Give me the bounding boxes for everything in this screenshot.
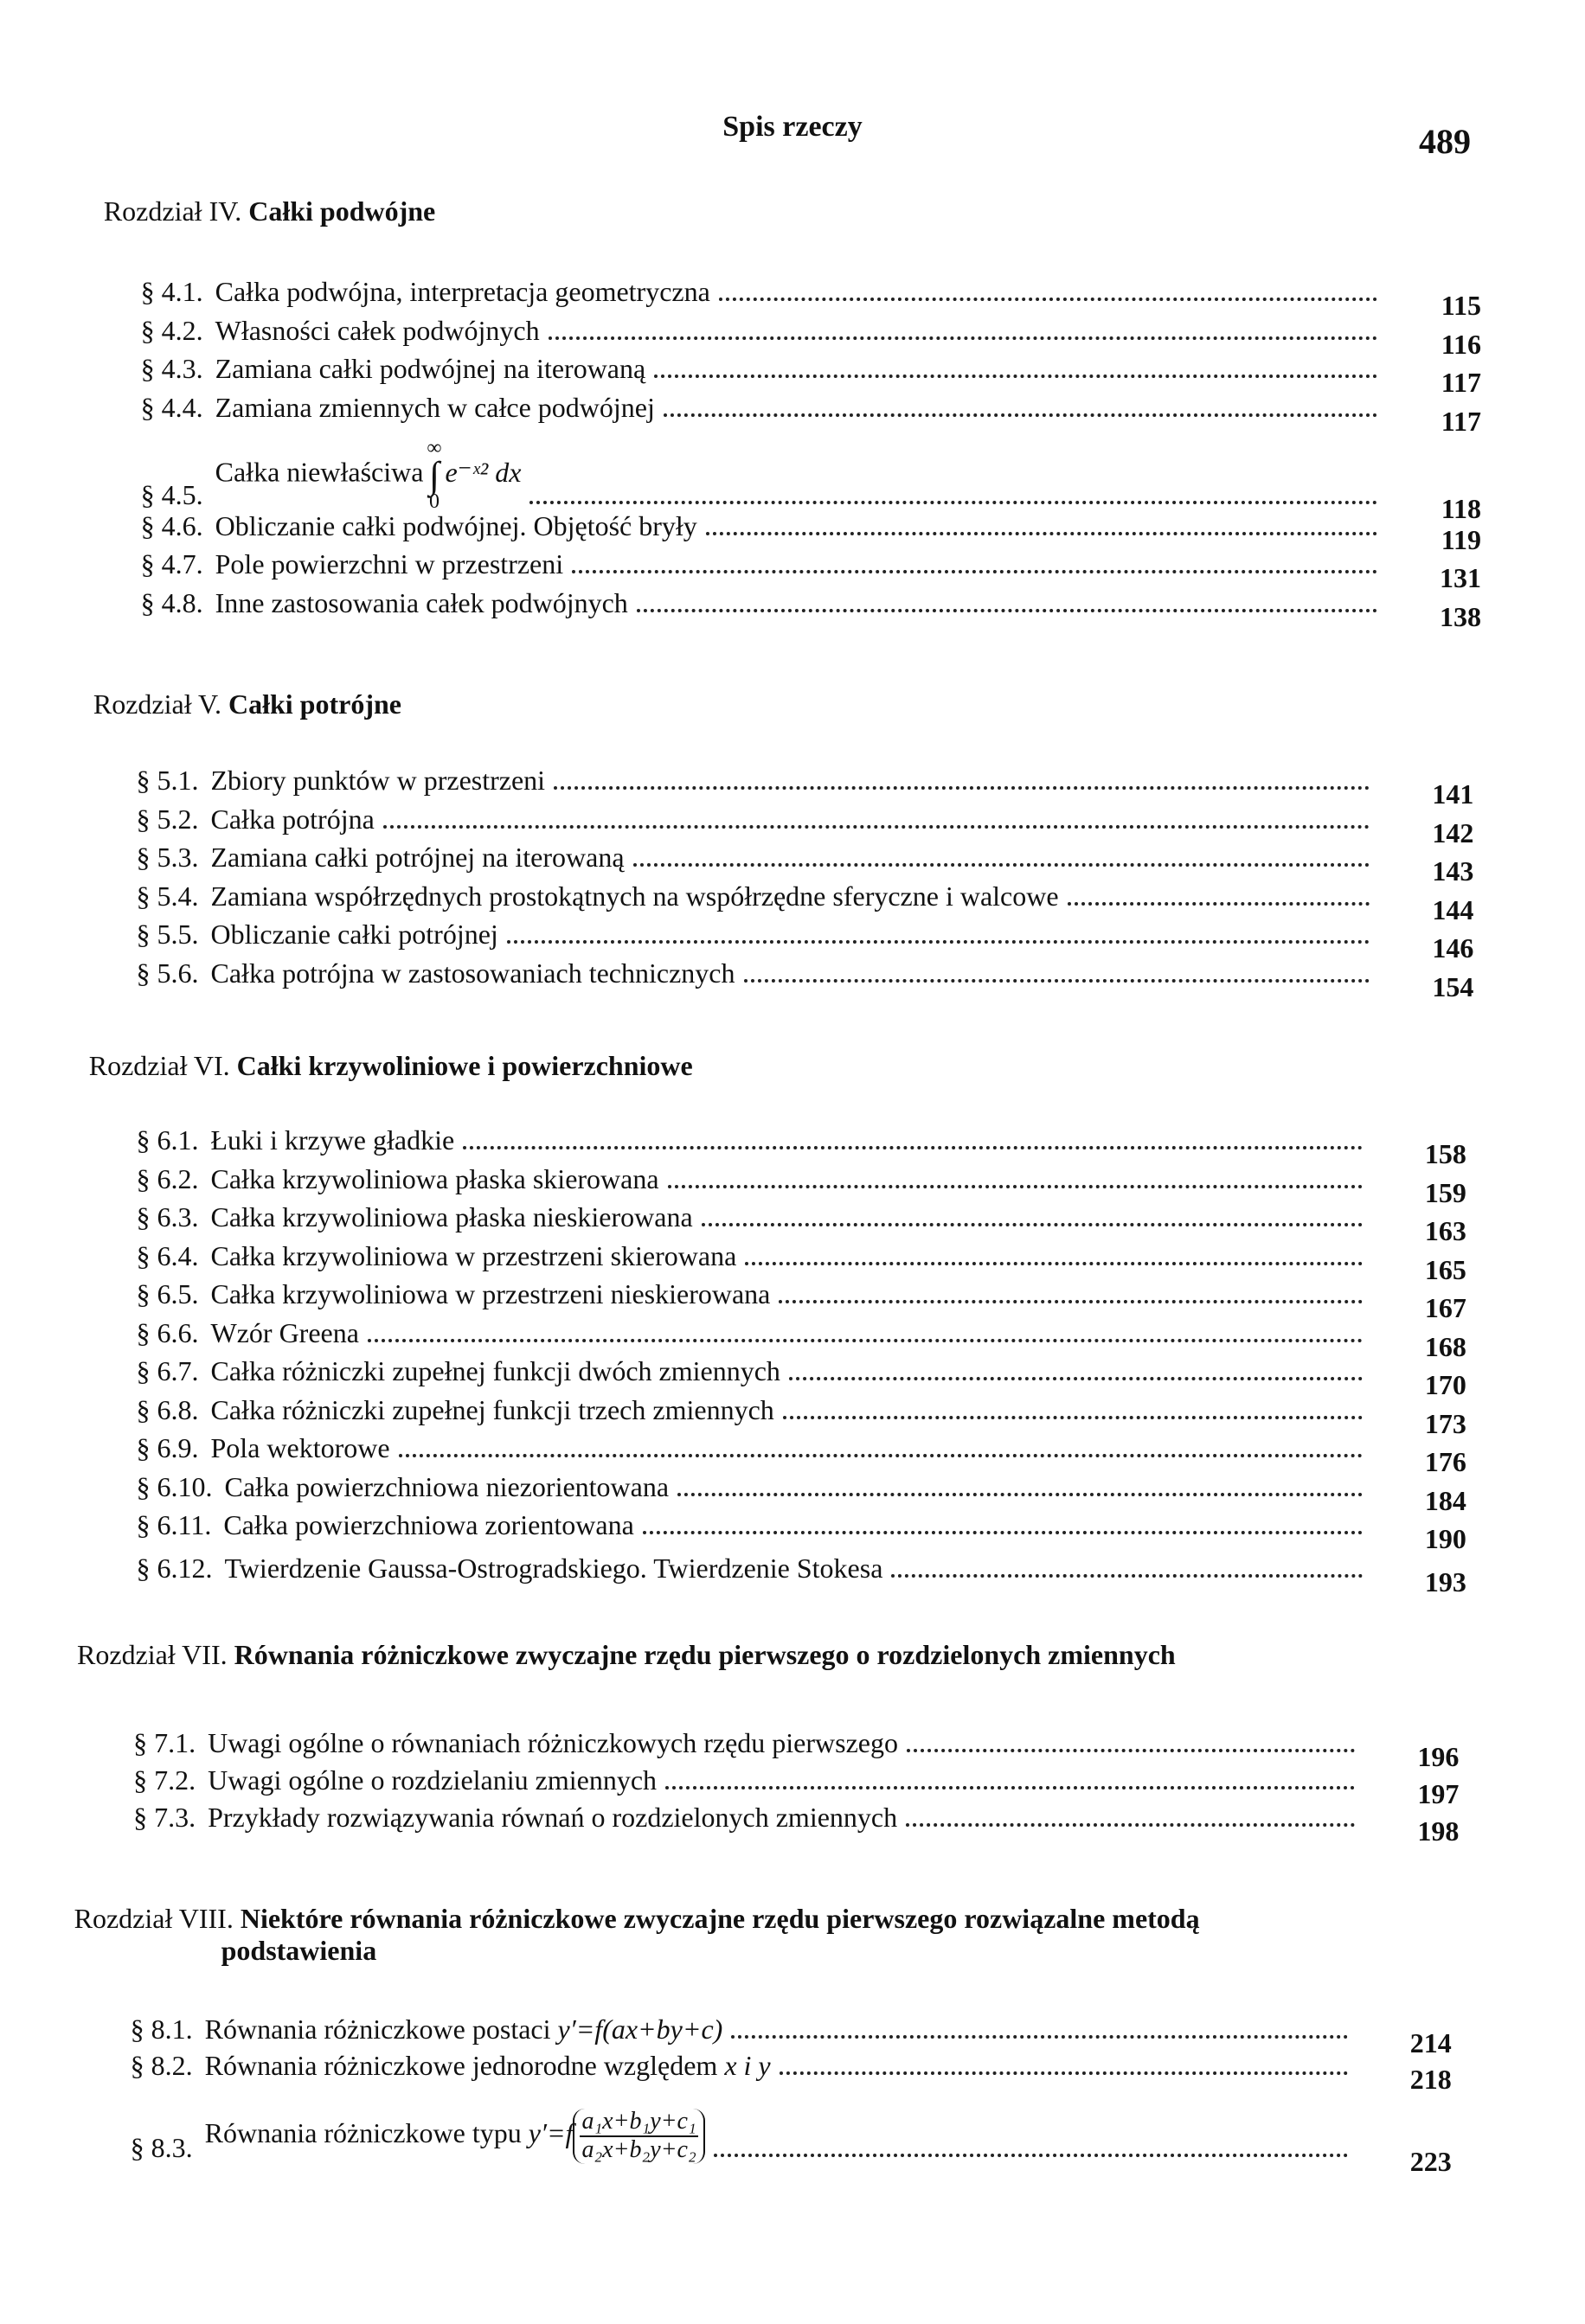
entry-title [211,1394,774,1426]
entry-page-number[interactable]: 198 [1417,1815,1460,1847]
toc-entry[interactable] [136,1388,1466,1439]
section-number: § 6.4. [136,1239,199,1271]
fraction-formula [573,2109,704,2164]
chapter-title: Całki potrójne [228,688,401,720]
dot-leader [665,1786,1355,1789]
chapter-title: Niektóre równania różniczkowe zwyczajne rzędu pierwszego rozwiązalne metodą [240,1903,1200,1935]
entry-page-number[interactable]: 197 [1417,1777,1460,1809]
section-number: § 4.4. [140,391,203,423]
entry-title-text: Łuki i krzywe gładkie [210,1124,455,1156]
entry-title [205,2109,705,2164]
toc-entry[interactable] [133,1758,1460,1809]
entry-title-text: Równania różniczkowe postaci [204,2013,551,2045]
entry-page-number[interactable]: 118 [1441,493,1481,525]
section-number: § 6.8. [136,1393,199,1425]
entry-page-number[interactable]: 143 [1432,855,1474,887]
entry-title-text: Przykłady rozwiązywania równań o rozdzielonych zmiennych [208,1801,898,1833]
section-number: § 6.2. [136,1162,199,1194]
entry-title [215,392,655,424]
entry-title-text: Całka powierzchniowa niezorientowana [224,1470,670,1502]
integral-sign [427,439,441,511]
toc-entry[interactable] [136,1272,1466,1324]
chapter-heading [93,688,401,720]
entry-page-number[interactable]: 214 [1409,2026,1452,2058]
section-number: § 6.6. [136,1316,199,1348]
entry-title-text: Całka powierzchniowa zorientowana [223,1509,634,1541]
inline-formula: x i y [717,2050,771,2082]
section-number: § 6.12. [136,1553,213,1585]
toc-entry[interactable] [140,347,1481,399]
dot-leader [654,375,1377,378]
entry-page-number[interactable]: 117 [1441,405,1481,437]
dot-leader [780,2071,1348,2075]
dot-leader [779,1300,1363,1303]
entry-page-number[interactable]: 223 [1409,2145,1452,2177]
entry-page-number[interactable]: 138 [1439,600,1481,632]
entry-title-text: Własności całek podwójnych [215,314,540,346]
entry-page-number[interactable]: 193 [1424,1566,1466,1598]
entry-title-text: Twierdzenie Gaussa-Ostrogradskiego. Twierdzenie Stokesa [224,1553,883,1585]
entry-page-number[interactable]: 168 [1424,1330,1466,1362]
fraction-numerator: a₁x+b₁y+c₁ [580,2109,697,2137]
entry-title [211,842,625,874]
entry-page-number[interactable]: 115 [1441,290,1481,322]
dot-leader [399,1454,1363,1457]
entry-title [215,276,710,308]
entry-title-text: Zamiana całki podwójnej na iterowaną [215,353,646,385]
entry-page-number[interactable]: 184 [1424,1484,1466,1516]
entry-title-text: Zamiana współrzędnych prostokątnych na współrzędne sferyczne i walcowe [210,880,1059,912]
section-number: § 4.3. [140,353,203,385]
section-number: § 5.2. [136,803,199,835]
section-number: § 4.6. [140,509,203,541]
dot-leader [731,2035,1347,2039]
entry-title [208,1727,898,1759]
toc-entry[interactable] [136,1195,1466,1247]
entry-title-text: Całka potrójna [210,803,375,835]
dot-leader [637,609,1377,612]
chapter-title: Równania różniczkowe zwyczajne rzędu pierwszego o rozdzielonych zmiennych [234,1639,1176,1671]
formula-prefix: y′=f [521,2117,574,2149]
entry-title-text: Całka różniczki zupełnej funkcji dwóch zmiennych [210,1355,780,1387]
entry-page-number[interactable]: 146 [1432,932,1474,964]
dot-leader [714,2154,1348,2157]
dot-leader [891,1574,1362,1578]
entry-title [215,587,628,619]
entry-title-text: Obliczanie całki podwójnej. Objętość bryły [215,509,697,541]
entry-page-number[interactable]: 142 [1432,816,1474,848]
toc-entry[interactable] [136,759,1474,810]
entry-title-text: Całka potrójna w zastosowaniach technicznych [210,957,735,989]
toc-entry[interactable] [136,1546,1466,1598]
toc-entry[interactable] [136,797,1474,848]
dot-leader [789,1377,1363,1380]
dot-leader [907,1749,1355,1752]
section-number: § 6.7. [136,1355,199,1387]
dot-leader [554,786,1370,790]
chapter-heading [89,1050,693,1082]
toc-entry[interactable] [130,2103,1452,2177]
entry-title [223,1509,633,1541]
entry-title-text: Zamiana zmiennych w całce podwójnej [215,391,655,423]
section-number: § 6.5. [136,1278,199,1310]
section-number: § 5.6. [136,957,199,989]
entry-title-text: Uwagi ogólne o rozdzielaniu zmiennych [208,1764,658,1796]
entry-title [211,1278,771,1310]
dot-leader [719,298,1377,301]
dot-leader [1068,902,1370,906]
section-number: § 8.3. [130,2131,193,2163]
dot-leader [643,1531,1363,1534]
dot-leader [677,1493,1363,1496]
entry-title [215,315,540,347]
toc-entry[interactable] [140,309,1481,360]
integral-upper-limit: ∞ [427,437,442,460]
entry-title [205,2013,723,2046]
entry-title-text: Pole powierzchni w przestrzeni [215,548,564,580]
section-number: § 4.5. [140,479,203,511]
entry-page-number[interactable]: 218 [1409,2064,1452,2096]
entry-page-number[interactable]: 167 [1424,1292,1466,1324]
toc-entry[interactable] [136,1465,1466,1516]
entry-page-number[interactable]: 159 [1424,1176,1466,1208]
entry-title-text: Całka krzywoliniowa w przestrzeni skierowana [210,1239,737,1271]
dot-leader [706,532,1377,535]
section-number: § 4.1. [140,276,203,308]
toc-entry[interactable] [136,1311,1466,1362]
entry-title [211,1201,693,1233]
section-number: § 4.2. [140,314,203,346]
entry-page-number[interactable]: 119 [1441,523,1481,555]
entry-title [211,1317,359,1349]
entry-title-text: Całka podwójna, interpretacja geometryczna [215,276,710,308]
integral-body: e⁻ˣ² dx [445,457,522,489]
entry-title [211,1355,780,1387]
entry-title-text: Pola wektorowe [210,1432,390,1464]
dot-leader [368,1339,1363,1342]
integral-symbol: ∫ [428,454,440,497]
entry-title-text: Równania różniczkowe jednorodne względem [204,2050,718,2082]
toc-entry[interactable] [136,835,1474,887]
section-number: § 6.1. [136,1124,199,1156]
toc-entry[interactable] [136,1503,1466,1555]
dot-leader [572,570,1377,573]
entry-page-number[interactable]: 141 [1432,778,1474,810]
entry-title-text: Całka krzywoliniowa w przestrzeni nieskierowana [210,1278,771,1310]
entry-page-number[interactable]: 158 [1424,1138,1466,1170]
dot-leader [507,940,1370,944]
entry-page-number[interactable]: 144 [1432,893,1474,925]
toc-entry[interactable] [140,581,1481,632]
entry-page-number[interactable]: 131 [1439,562,1481,594]
integral-formula [423,437,522,513]
chapter-heading [77,1639,1176,1671]
entry-title [211,957,735,989]
entry-title-text: Wzór Greena [210,1316,359,1348]
toc-entry[interactable] [136,874,1474,925]
section-number: § 8.1. [130,2013,193,2045]
section-number: § 6.3. [136,1201,199,1233]
entry-title [211,919,498,951]
entry-title-text: Zamiana całki potrójnej na iterowaną [210,842,625,874]
entry-page-number[interactable]: 170 [1424,1369,1466,1401]
chapter-label: Rozdział V. [93,688,228,720]
toc-entry[interactable] [130,2044,1452,2096]
dot-leader [383,825,1370,829]
toc-entry[interactable] [140,270,1481,322]
section-number: § 8.2. [130,2050,193,2082]
entry-page-number[interactable]: 163 [1424,1215,1466,1247]
toc-entry[interactable] [140,386,1481,437]
chapter-heading [74,1903,1200,1967]
dot-leader [744,979,1370,983]
entry-title-text: Zbiory punktów w przestrzeni [210,765,546,797]
section-number: § 7.1. [133,1727,196,1759]
entry-title [215,548,564,580]
section-number: § 7.2. [133,1764,196,1796]
dot-leader [702,1223,1363,1226]
entry-page-number[interactable]: 117 [1441,367,1481,399]
section-number: § 5.5. [136,919,199,951]
entry-title-text: Obliczanie całki potrójnej [210,919,498,951]
section-number: § 7.3. [133,1801,196,1833]
entry-title-text: Całka różniczki zupełnej funkcji trzech zmiennych [210,1393,774,1425]
entry-title-text: Całka niewłaściwa [215,457,424,489]
fraction-denominator: a₂x+b₂y+c₂ [581,2136,696,2164]
inline-formula: y′=f(ax+by+c) [550,2013,723,2045]
section-number: § 5.3. [136,842,199,874]
chapter-title-continued: podstawienia [221,1935,377,1967]
dot-leader [463,1146,1363,1149]
entry-title [208,1764,657,1796]
chapter-label: Rozdział VII. [77,1639,234,1671]
section-number: § 5.1. [136,765,199,797]
chapter-heading [104,195,435,227]
entry-title [208,1802,897,1834]
toc-entry[interactable] [136,1234,1466,1285]
entry-page-number[interactable]: 176 [1424,1446,1466,1478]
section-number: § 6.11. [136,1509,212,1541]
dot-leader [745,1262,1363,1265]
toc-entry[interactable] [133,1796,1460,1847]
running-header-title: Spis rzeczy [722,111,863,143]
entry-page-number[interactable]: 190 [1424,1523,1466,1555]
entry-title [211,1124,455,1156]
entry-page-number[interactable]: 173 [1424,1407,1466,1439]
toc-entry[interactable] [136,951,1474,1002]
entry-title [215,510,697,542]
dot-leader [549,336,1377,340]
entry-title [215,439,522,511]
chapter-label: Rozdział VIII. [74,1903,241,1935]
integral-lower-limit: 0 [428,490,440,513]
entry-title-text: Całka krzywoliniowa płaska skierowana [210,1162,659,1194]
page-number: 489 [1419,122,1471,161]
dot-leader [664,413,1377,417]
chapter-label: Rozdział IV. [103,195,249,227]
entry-title-text: Równania różniczkowe typu [204,2117,522,2149]
chapter-label: Rozdział VI. [88,1050,237,1082]
entry-title [215,353,646,385]
entry-title-text: Uwagi ogólne o równaniach różniczkowych rzędu pierwszego [208,1727,898,1759]
entry-title [225,1553,883,1585]
toc-entry[interactable] [136,912,1474,964]
section-number: § 6.10. [136,1470,213,1502]
chapter-title: Całki podwójne [248,195,436,227]
toc-entry[interactable] [133,1721,1460,1773]
toc-entry[interactable] [136,1426,1466,1478]
entry-page-number[interactable]: 154 [1432,970,1474,1002]
entry-page-number[interactable]: 196 [1417,1741,1460,1773]
chapter-title: Całki krzywoliniowe i powierzchniowe [236,1050,693,1082]
dot-leader [783,1416,1363,1419]
entry-title [225,1471,670,1503]
toc-entry[interactable] [136,1157,1466,1208]
entry-title [205,2050,771,2082]
toc-entry[interactable] [140,504,1481,555]
entry-title [211,1432,390,1464]
dot-leader [668,1185,1363,1188]
entry-title-text: Inne zastosowania całek podwójnych [215,586,628,618]
entry-title [211,1240,737,1272]
toc-entry[interactable] [136,1118,1466,1170]
dot-leader [633,863,1370,867]
entry-title [211,803,375,835]
section-number: § 4.8. [140,586,203,618]
dot-leader [906,1823,1355,1827]
entry-title [211,880,1059,912]
entry-title [211,1163,659,1195]
entry-page-number[interactable]: 165 [1424,1253,1466,1285]
toc-entry[interactable] [130,2007,1452,2058]
entry-page-number[interactable]: 116 [1441,328,1481,360]
toc-entry[interactable] [140,542,1481,594]
toc-entry[interactable] [136,1349,1466,1401]
entry-title [211,765,546,797]
entry-title-text: Całka krzywoliniowa płaska nieskierowana [210,1201,693,1233]
section-number: § 5.4. [136,880,199,912]
section-number: § 4.7. [140,548,203,580]
section-number: § 6.9. [136,1432,199,1464]
